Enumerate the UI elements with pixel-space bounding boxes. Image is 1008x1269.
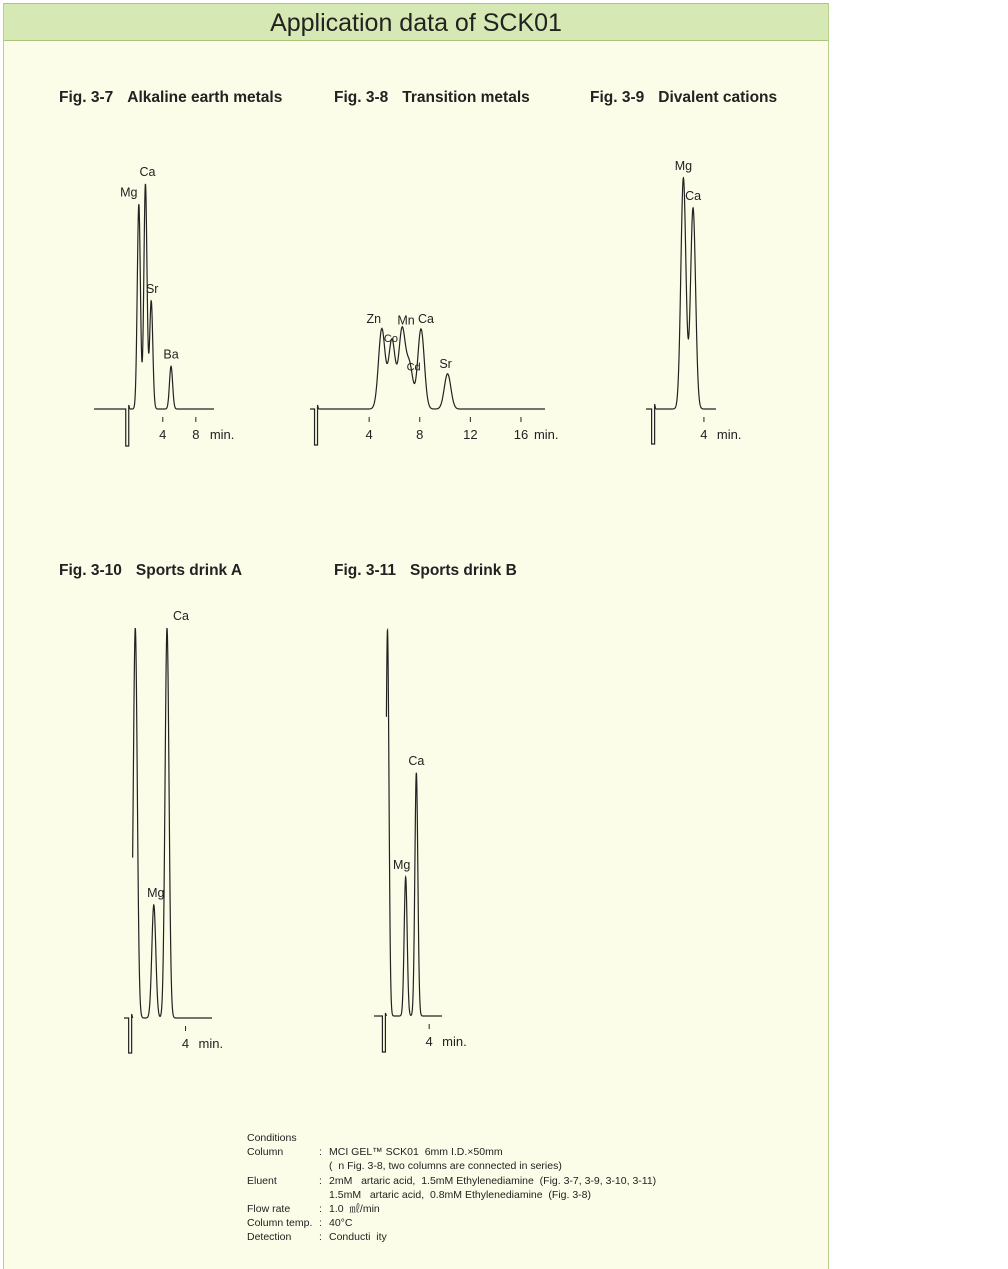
conditions-row xyxy=(247,1174,656,1188)
condition-value: ( n Fig. 3-8, two columns are connected in series) xyxy=(329,1160,562,1173)
signal-trace xyxy=(319,327,545,409)
peak-label-sr: Sr xyxy=(439,356,452,371)
x-tick-label: 4 xyxy=(700,427,708,442)
x-unit-label: min. xyxy=(716,427,742,442)
conditions-row xyxy=(247,1202,656,1216)
signal-trace xyxy=(386,630,442,1016)
fig-3-7-number: Fig. 3-7 xyxy=(59,89,114,106)
fig-3-11-caption: Sports drink B xyxy=(410,562,517,579)
peak-label-co: Co xyxy=(383,333,398,346)
injection-dip xyxy=(94,405,130,446)
condition-label: Column xyxy=(247,1146,284,1159)
condition-separator: : xyxy=(319,1217,322,1230)
condition-separator: : xyxy=(319,1231,322,1244)
condition-label: Column temp. xyxy=(247,1217,313,1230)
condition-separator: : xyxy=(319,1174,322,1187)
condition-separator: : xyxy=(319,1146,322,1159)
fig310-chromatogram xyxy=(124,609,223,1053)
peak-label-ca: Ca xyxy=(685,189,702,204)
signal-trace xyxy=(133,628,212,1018)
condition-value: MCI GEL™ SCK01 6mm I.D.×50mm xyxy=(329,1146,503,1159)
condition-value: 1.5mM artaric acid, 0.8mM Ethylenediamine (Fig. 3-8) xyxy=(329,1188,592,1201)
x-tick-label: 4 xyxy=(425,1034,433,1049)
peak-label-cd: Cd xyxy=(406,361,421,374)
fig311-chromatogram xyxy=(374,630,467,1052)
x-tick-label: 8 xyxy=(192,427,200,442)
condition-separator: : xyxy=(319,1203,322,1216)
x-unit-label: min. xyxy=(533,427,559,442)
injection-dip xyxy=(310,405,319,445)
peak-label-mn: Mn xyxy=(397,313,415,328)
peak-label-zn: Zn xyxy=(366,312,382,326)
injection-dip xyxy=(646,404,656,444)
conditions-block xyxy=(247,1131,656,1245)
conditions-row xyxy=(247,1188,656,1202)
peak-label-sr: Sr xyxy=(145,282,159,296)
x-unit-label: min. xyxy=(198,1036,224,1051)
fig-3-10-number: Fig. 3-10 xyxy=(59,562,122,579)
fig-3-9-caption: Divalent cations xyxy=(658,89,778,106)
fig-3-8-caption: Transition metals xyxy=(402,89,530,106)
conditions-rows xyxy=(247,1145,656,1244)
condition-label: Flow rate xyxy=(247,1203,291,1216)
x-tick-label: 16 xyxy=(513,427,529,442)
peak-label-ca: Ca xyxy=(418,312,435,326)
condition-value: 1.0 ㎖/min xyxy=(329,1203,380,1216)
injection-dip xyxy=(124,1014,133,1053)
x-tick-label: 4 xyxy=(365,427,373,442)
signal-trace xyxy=(656,178,716,409)
conditions-row xyxy=(247,1230,656,1244)
peak-label-ca: Ca xyxy=(173,609,190,623)
conditions-row xyxy=(247,1145,656,1159)
fig-3-9-number: Fig. 3-9 xyxy=(590,89,645,106)
fig-3-7-caption: Alkaline earth metals xyxy=(127,89,283,106)
x-tick-label: 8 xyxy=(416,427,424,442)
peak-label-mg: Mg xyxy=(147,885,165,900)
signal-trace xyxy=(130,184,214,409)
fig37-chromatogram xyxy=(94,165,234,446)
fig-3-8-number: Fig. 3-8 xyxy=(334,89,389,106)
conditions-row xyxy=(247,1216,656,1230)
fig-3-11-number: Fig. 3-11 xyxy=(334,562,397,579)
x-tick-label: 4 xyxy=(159,427,167,442)
condition-value: Conducti ity xyxy=(329,1231,387,1244)
peak-label-mg: Mg xyxy=(392,858,411,873)
peak-label-ca: Ca xyxy=(408,753,425,768)
peak-label-ba: Ba xyxy=(163,347,179,362)
page-title: Application data of SCK01 xyxy=(270,9,562,37)
injection-dip xyxy=(374,1013,386,1052)
x-tick-label: 4 xyxy=(181,1036,190,1051)
fig-3-10-caption: Sports drink A xyxy=(135,562,243,579)
condition-value: 40°C xyxy=(329,1217,353,1230)
condition-label: Detection xyxy=(247,1231,292,1244)
peak-label-mg: Mg xyxy=(674,159,693,173)
condition-label: Eluent xyxy=(247,1174,277,1187)
fig38-chromatogram xyxy=(310,312,559,445)
x-unit-label: min. xyxy=(209,427,235,442)
conditions-heading: Conditions xyxy=(247,1132,297,1144)
peak-label-mg: Mg xyxy=(120,185,138,200)
x-unit-label: min. xyxy=(442,1034,467,1049)
condition-value: 2mM artaric acid, 1.5mM Ethylenediamine (Fig. 3-7, 3-9, 3-10, 3-11) xyxy=(329,1174,657,1187)
fig39-chromatogram xyxy=(646,159,741,444)
conditions-row xyxy=(247,1159,656,1173)
x-tick-label: 12 xyxy=(463,427,478,442)
peak-label-ca: Ca xyxy=(139,165,156,179)
